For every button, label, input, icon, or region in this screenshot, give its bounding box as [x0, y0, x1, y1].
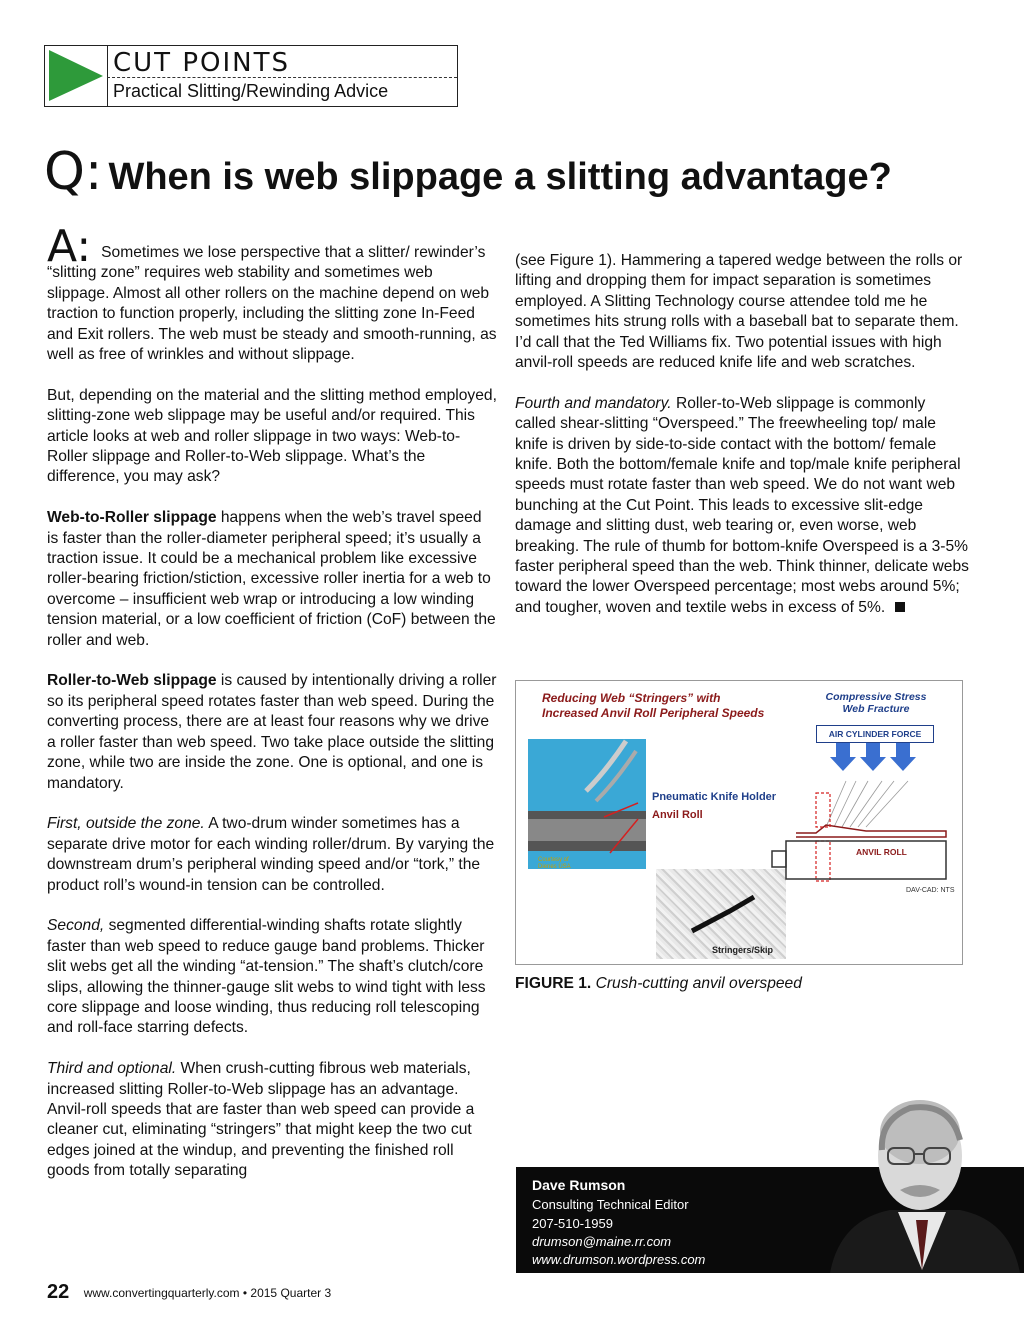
end-mark-icon — [895, 602, 905, 612]
footer-text: www.convertingquarterly.com • 2015 Quarter 3 — [83, 1285, 332, 1300]
paragraph: A: Sometimes we lose perspective that a slitter/ rewinder’s “slitting zone” requires web stability and sometimes web slippage. Almost all other rollers on the machine depend on web traction to function properly, including the slitting zone In-Feed and Exit rollers. The web must be steady and smooth-running, as well as free of wrinkles and without slippage. — [47, 221, 497, 364]
author-website: www.drumson.wordpress.com — [532, 1252, 706, 1267]
paragraph: Fourth and mandatory. Roller-to-Web slippage is commonly called shear-slitting “Overspeed.” The freewheeling top/ male knife is driven by side-to-side contact with the bottom/ female knife. Both the bottom/female knife and top/male knife peripheral speeds must rotate faster than web speed. We do not want web bunching at the Cut Point. This leads to excessive slit-edge damage and slitting dust, web tearing or, even worse, web breaking. The rule of thumb for bottom-knife Overspeed is a 3-5% faster peripheral speed than the web. Think thinner, delicate webs toward the lower Overspeed percentage; most webs around 5%; and tougher, woven and textile webs in excess of 5%. — [515, 394, 969, 616]
header-separator — [107, 46, 108, 106]
author-name: Dave Rumson — [532, 1177, 626, 1193]
header-dashed-divider — [107, 77, 457, 78]
answer-mark: A: — [47, 221, 92, 272]
question-text: When is web slippage a slitting advantage? — [108, 156, 892, 198]
figure-caption: FIGURE 1. Crush-cutting anvil overspeed — [515, 975, 802, 992]
figure-1 — [515, 680, 963, 965]
figure-title-right: Compressive Stress Web Fracture — [825, 691, 927, 715]
pneumatic-label: Pneumatic Knife Holder — [652, 791, 777, 803]
cad-note: DAV-CAD: NTS — [906, 887, 955, 894]
air-cylinder-label: AIR CYLINDER FORCE — [816, 725, 934, 743]
department-header — [44, 45, 458, 107]
author-email: drumson@maine.rr.com — [532, 1234, 672, 1249]
department-subtitle: Practical Slitting/Rewinding Advice — [113, 81, 389, 101]
page-number: 22 — [47, 1281, 70, 1303]
question-mark: Q: — [44, 142, 103, 202]
paragraph: First, outside the zone. A two-drum winder sometimes has a separate drive motor for each winding roller/drum. By varying the downstream drum’s peripheral winding speed and/or “tork,” the product roll’s wound-in tension can be controlled. — [47, 815, 495, 894]
author-portrait — [820, 1080, 1024, 1273]
anvil-roll-label: ANVIL ROLL — [856, 847, 907, 857]
author-role: Consulting Technical Editor — [532, 1197, 689, 1212]
department-title: CUT POINTS — [113, 48, 290, 78]
paragraph: But, depending on the material and the slitting method employed, slitting-zone web slippage may be useful and/or required. This article looks at web and roller slippage in two ways: Web-to-Roller slippage and Roller-to-Web slippage. What’s the difference, you may ask? — [47, 386, 497, 486]
paragraph: Second, segmented differential-winding shafts rotate slightly faster than web speed to reduce gauge band problems. Thicker slit webs get all the winding “at-tension.” The shaft’s clutch/core slips, allowing the thinner-gauge slit webs to wind tight with less core slippage and loose winding, thus reducing roll telescoping and roll-face starring defects. — [47, 917, 486, 1037]
stringers-label: Stringers/Skip — [712, 945, 774, 955]
paragraph: Web-to-Roller slippage happens when the web’s travel speed is faster than the roller-diameter peripheral speed; it’s usually a traction issue. It could be a mechanical problem like excessive roller-bearing friction/stiction, excessive roller inertia for a web to overcome – insufficient web wrap or introducing a low winding tension material, or a low coefficient of friction (CoF) between the roller and web. — [47, 509, 496, 649]
courtesy-note: Courtesy of Dienes USA — [538, 857, 571, 870]
green-triangle-icon — [45, 46, 107, 105]
question-heading — [44, 142, 892, 202]
author-phone: 207-510-1959 — [532, 1216, 613, 1231]
paragraph: Roller-to-Web slippage is caused by intentionally driving a roller so its peripheral speed rotates faster than web speed. During the converting process, there are at least four reasons why we drive a roller faster than web speed. Two take place outside the slitting zone, while two are inside the zone. One is optional, and one is mandatory. — [47, 672, 497, 792]
anvil-label: Anvil Roll — [652, 809, 703, 821]
figure-title-left: Reducing Web “Stringers” with Increased Anvil Roll Peripheral Speeds — [542, 691, 765, 720]
right-column — [515, 251, 970, 639]
left-column — [47, 221, 497, 1202]
paragraph: (see Figure 1). Hammering a tapered wedge between the rolls or lifting and dropping them for impact separation is sometimes employed. A Slitting Technology course attendee told me he sometimes hits strung rolls with a baseball bat to separate them. I’d call that the Ted Williams fix. Two potential issues with high anvil-roll speeds are reduced knife life and web scratches. — [515, 252, 963, 372]
anvil-diagram — [516, 681, 962, 964]
paragraph: Third and optional. When crush-cutting fibrous web materials, increased slitting Roller-to-Web slippage has an advantage. Anvil-roll speeds that are faster than web speed can provide a cleaner cut, eliminating “stringers” that might keep the two cut edges joined at the windup, and preventing the finished roll goods from totally separating — [47, 1060, 475, 1180]
page-footer — [47, 1281, 331, 1304]
